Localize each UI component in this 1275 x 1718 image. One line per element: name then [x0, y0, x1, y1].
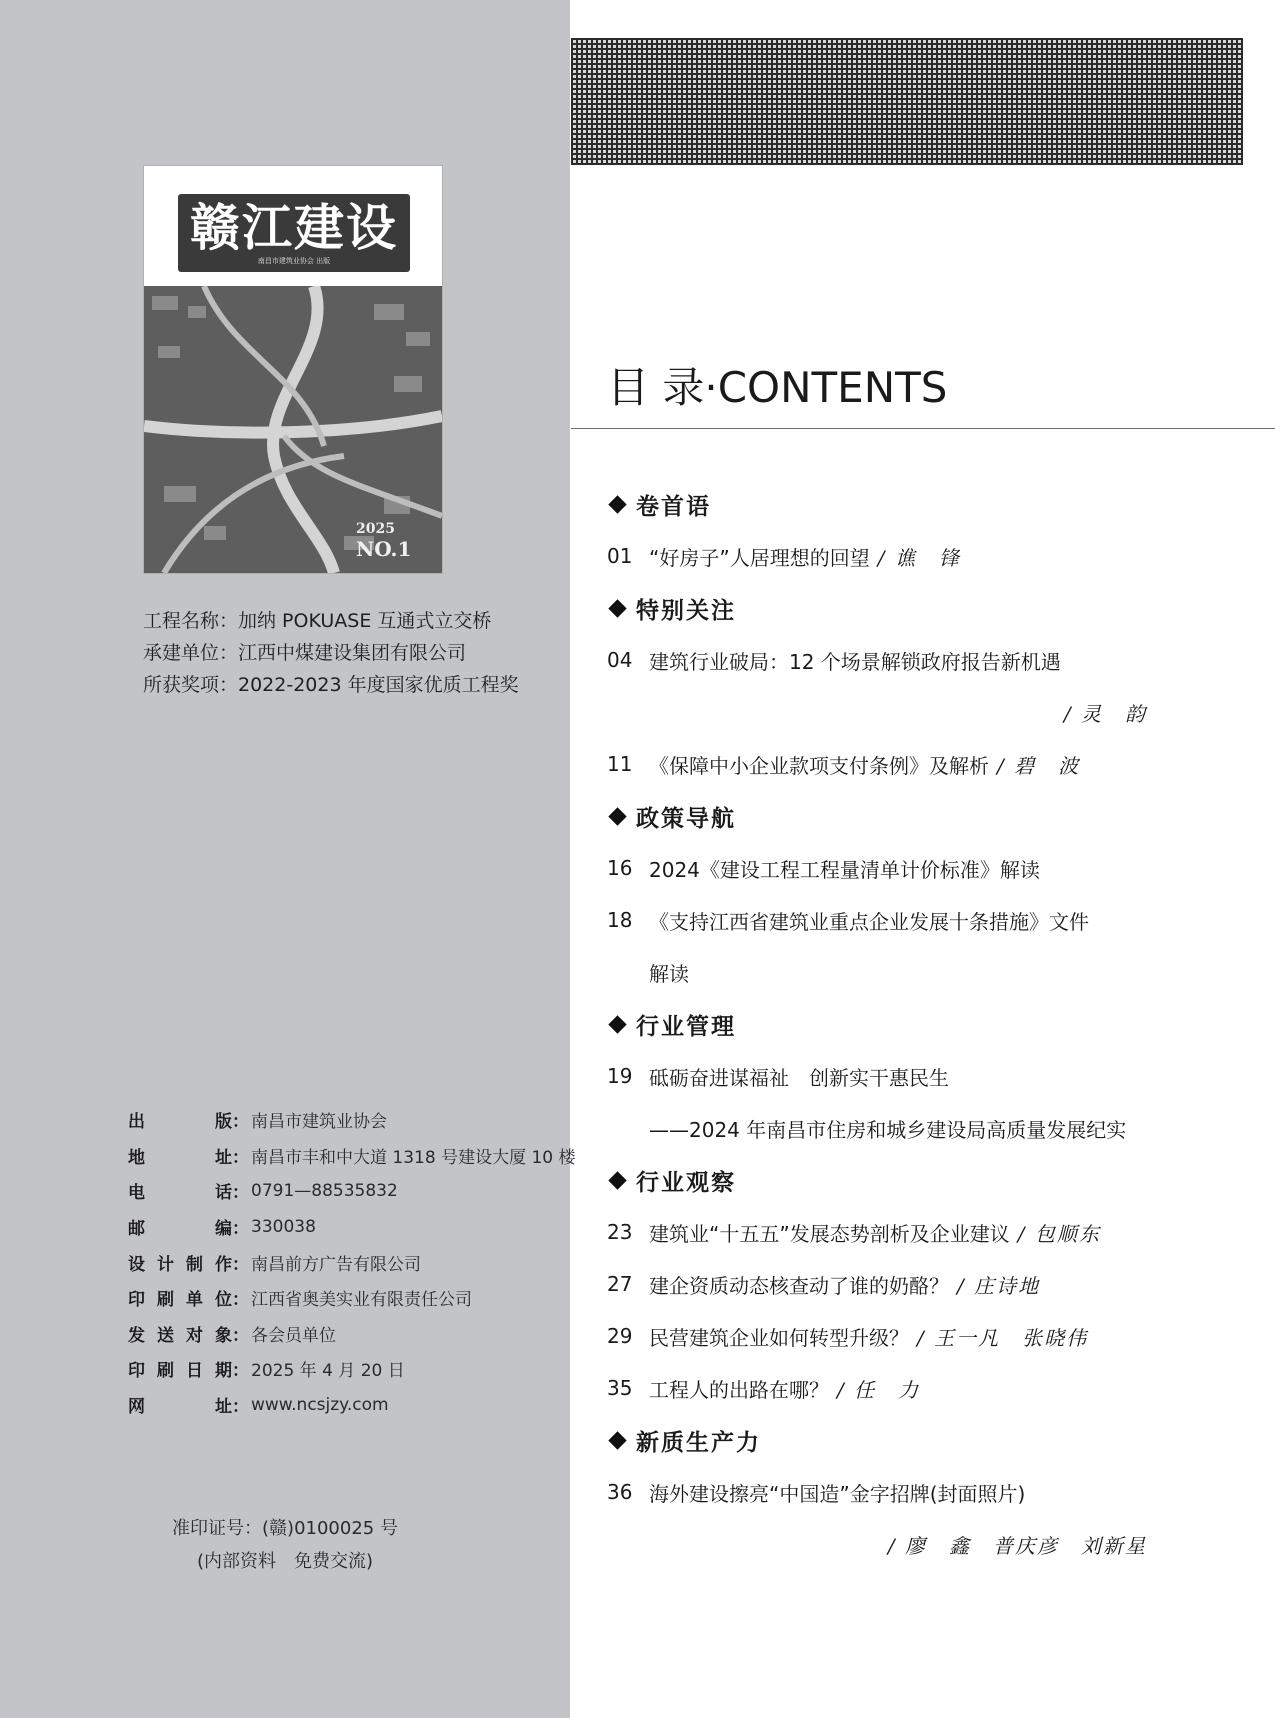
cover-masthead	[178, 194, 410, 272]
cover-issue-year: 2025	[356, 521, 395, 537]
toc-author: / 廖 鑫 普庆彦 刘新星	[887, 1533, 1147, 1558]
pub-row: 邮编 ： 330038	[128, 1216, 316, 1240]
toc-entry[interactable]: 23 建筑业“十五五”发展态势剖析及企业建议 / 包顺东	[607, 1220, 1101, 1246]
cover-issue-label	[356, 521, 411, 561]
license-number: 准印证号：(赣)0100025 号	[172, 1518, 398, 1539]
pub-row: 发送对象 ： 各会员单位	[128, 1325, 336, 1346]
toc-entry[interactable]: 16 2024《建设工程工程量清单计价标准》解读	[607, 856, 1040, 882]
diamond-bullet-icon	[608, 495, 626, 513]
pub-row: 印刷日期 ： 2025 年 4 月 20 日	[128, 1361, 405, 1382]
pub-row: 出版 ： 南昌市建筑业协会	[128, 1112, 387, 1133]
website-link[interactable]: www.ncsjzy.com	[251, 1394, 389, 1415]
toc-entry[interactable]: 36 海外建设擦亮“中国造”金字招牌(封面照片)	[607, 1480, 1026, 1506]
contents-title: 目 录·CONTENTS	[607, 363, 948, 412]
toc-author: / 灵 韵	[1063, 701, 1147, 726]
toc-entry-continuation: ——2024 年南昌市住房和城乡建设局高质量发展纪实	[649, 1117, 1127, 1142]
toc-entry[interactable]: 35 工程人的出路在哪？ / 任 力	[607, 1376, 921, 1402]
toc-section: 行业观察	[607, 1154, 1147, 1206]
project-name: 工程名称：加纳 POKUASE 互通式立交桥	[143, 610, 492, 632]
toc-section: 行业管理	[607, 998, 1147, 1050]
license-info	[0, 1512, 570, 1578]
cover-issue-number: NO.1	[356, 537, 412, 561]
toc-entry[interactable]: 29 民营建筑企业如何转型升级？ / 王一凡 张晓伟	[607, 1324, 1089, 1350]
pub-row: 印刷单位 ： 江西省奥美实业有限责任公司	[128, 1290, 472, 1311]
toc-entry-continuation: 解读	[649, 961, 689, 986]
cover-publisher-line: 南昌市建筑业协会 出版	[257, 257, 331, 265]
magazine-cover	[143, 165, 443, 574]
toc-entry[interactable]: 27 建企资质动态核查动了谁的奶酪？ / 庄诗地	[607, 1272, 1041, 1298]
cover-title: 赣江建设	[190, 198, 398, 257]
diamond-bullet-icon	[608, 1015, 626, 1033]
table-of-contents	[607, 478, 1147, 1570]
toc-entry[interactable]: 01 “好房子”人居理想的回望 / 谯 锋	[607, 544, 961, 570]
diamond-bullet-icon	[608, 1431, 626, 1449]
contents-divider	[571, 428, 1275, 429]
toc-section: 卷首语	[607, 478, 1147, 530]
diamond-bullet-icon	[608, 807, 626, 825]
toc-entry[interactable]: 19 砥砺奋进谋福祉 创新实干惠民生	[607, 1064, 949, 1090]
pub-row: 地址 ： 南昌市丰和中大道 1318 号建设大厦 10 楼	[128, 1147, 576, 1168]
toc-entry[interactable]: 04 建筑行业破局：12 个场景解锁政府报告新机遇	[607, 648, 1061, 674]
publication-info	[128, 1102, 576, 1422]
toc-section: 新质生产力	[607, 1414, 1147, 1466]
license-note: (内部资料 免费交流)	[196, 1551, 374, 1572]
project-award: 所获奖项：2022-2023 年度国家优质工程奖	[143, 674, 519, 696]
diamond-bullet-icon	[608, 599, 626, 617]
toc-section: 特别关注	[607, 582, 1147, 634]
decorative-hatch-pattern	[571, 38, 1243, 165]
toc-section: 政策导航	[607, 790, 1147, 842]
toc-entry[interactable]: 18 《支持江西省建筑业重点企业发展十条措施》文件	[607, 908, 1089, 934]
pub-row: 网址 ： www.ncsjzy.com	[128, 1394, 389, 1418]
diamond-bullet-icon	[608, 1171, 626, 1189]
project-builder: 承建单位：江西中煤建设集团有限公司	[143, 642, 467, 664]
pub-row: 设计制作 ： 南昌前方广告有限公司	[128, 1254, 421, 1275]
project-info	[143, 605, 519, 701]
pub-row: 电话 ： 0791—88535832	[128, 1180, 398, 1204]
toc-entry[interactable]: 11 《保障中小企业款项支付条例》及解析 / 碧 波	[607, 752, 1081, 778]
